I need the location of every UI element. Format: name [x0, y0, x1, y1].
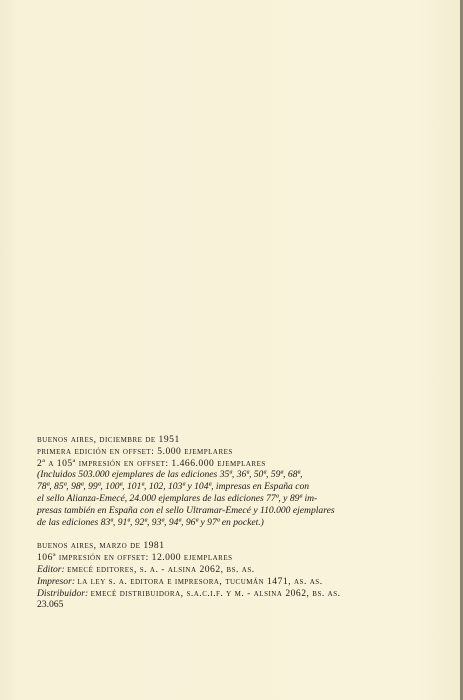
edition-note-line: de las ediciones 83ª, 91ª, 92ª, 93ª, 94ª, 96ª y 97ª en pocket.)	[37, 516, 264, 528]
edition-note-line: 78ª, 85ª, 98ª, 99ª, 100ª, 101ª, 102, 103ª y 104ª, impresas en España con	[37, 481, 310, 493]
colophon-block	[37, 434, 457, 611]
editor-value: emecé editores, s. a. - alsina 2062, bs. as.	[67, 563, 255, 575]
distributor-line	[37, 588, 457, 600]
printer-value: la ley s. a. editora e impresora, tucumán 1471, as. as.	[77, 575, 323, 587]
edition-note-line: presas también en España con el sello Ultramar-Emecé y 110.000 ejemplares	[37, 504, 335, 516]
section-gap	[37, 528, 457, 540]
distributor-label: Distribuidor:	[37, 587, 89, 599]
first-edition-date: buenos aires, diciembre de 1951	[37, 434, 180, 445]
first-print-run: primera edición en offset: 5.000 ejemplares	[37, 445, 233, 457]
current-print-run: 106ª impresión en offset: 12.000 ejemplares	[37, 552, 233, 564]
printer-line	[37, 576, 457, 588]
trailing-number: 23.065	[37, 599, 64, 611]
distributor-value: emecé distribuidora, s.a.c.i.f. y m. - alsina 2062, bs. as.	[90, 587, 341, 599]
current-edition-date: buenos aires, marzo de 1981	[37, 540, 165, 552]
editor-label: Editor:	[37, 563, 65, 575]
reprints-run: 2ª a 105ª impresión en offset: 1.466.000 ejemplares	[37, 457, 266, 469]
edition-note-line: el sello Alianza-Emecé, 24.000 ejemplares de las ediciones 77ª, y 89ª im-	[37, 492, 318, 504]
edition-note-line: (Incluidos 503.000 ejemplares de las ediciones 35ª, 36ª, 50ª, 59ª, 68ª,	[37, 469, 303, 481]
editor-line	[37, 564, 457, 576]
printer-label: Impresor:	[37, 575, 76, 587]
